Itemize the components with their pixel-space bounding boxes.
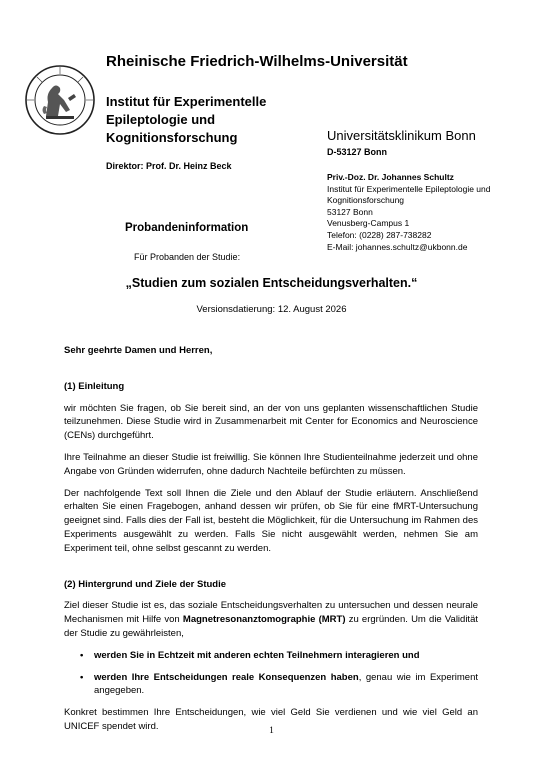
paragraph: Konkret bestimmen Ihre Entscheidungen, wie viel Geld Sie verdienen und wie viel Geld an UNICEF spendet wird. bbox=[64, 707, 478, 732]
section-heading-hintergrund: (2) Hintergrund und Ziele der Studie bbox=[64, 578, 227, 590]
contact-line: Venusberg-Campus 1 bbox=[327, 218, 410, 229]
paragraph bbox=[64, 599, 478, 640]
postal-code: D-53127 Bonn bbox=[327, 147, 388, 157]
contact-name: Priv.-Doz. Dr. Johannes Schultz bbox=[327, 172, 454, 182]
version-date: Versionsdatierung: 12. August 2026 bbox=[196, 304, 347, 315]
paragraph-text: zu ergründen. Um die Validität der Studie zu gewährleisten, bbox=[64, 614, 478, 639]
institute-line: Institut für Experimentelle bbox=[106, 94, 267, 109]
study-title: „Studien zum sozialen Entscheidungsverhalten.“ bbox=[125, 276, 418, 290]
page-number: 1 bbox=[269, 726, 274, 736]
contact-line: Kognitionsforschung bbox=[327, 195, 405, 206]
bullet-icon: • bbox=[80, 649, 84, 661]
bullet-icon: • bbox=[80, 671, 84, 683]
bullet-bold-text: werden Ihre Entscheidungen reale Konsequenzen haben bbox=[94, 671, 359, 683]
section-heading-einleitung: (1) Einleitung bbox=[64, 380, 125, 392]
document-body bbox=[64, 344, 478, 734]
list-item bbox=[64, 671, 478, 699]
paragraph: Der nachfolgende Text soll Ihnen die Ziele und den Ablauf der Studie erläutern. Anschließend erhalten Sie einen Fragebogen, anhand dessen wir prüfen, ob Sie für eine fMRT-Untersuchung geeignet sind. Falls dies der Fall ist, besteht die Möglichkeit, für die Untersuchung im Rahmen des Experiments ausgewählt zu werden. Falls Sie nicht ausgewählt werden, nehmen Sie am Experiment teil, ohne selbst gescannt zu werden. bbox=[64, 487, 478, 554]
bullet-rest-text: , genau wie im Experiment angegeben. bbox=[94, 671, 478, 697]
institute-name bbox=[106, 93, 266, 147]
paragraph-text: Ziel dieser Studie ist es, das soziale Entscheidungsverhalten zu untersuchen und dessen neurale Mechanismen mit Hilfe von bbox=[64, 600, 478, 626]
paragraph: wir möchten Sie fragen, ob Sie bereit sind, an der von uns geplanten wissenschaftlichen Studie teilzunehmen. Diese Studie wird in Zusammenarbeit mit Center for Economics and Neuroscience (CENs) durchgeführt. bbox=[64, 402, 478, 442]
institute-line: Epileptologie und bbox=[106, 112, 216, 127]
bullet-text: werden Sie in Echtzeit mit anderen echten Teilnehmern interagieren und bbox=[94, 649, 420, 661]
director-line: Direktor: Prof. Dr. Heinz Beck bbox=[106, 161, 232, 171]
salutation: Sehr geehrte Damen und Herren, bbox=[64, 345, 213, 356]
contact-block bbox=[327, 172, 490, 253]
bullet-text bbox=[94, 671, 478, 699]
mrt-term: Magnetresonanztomographie (MRT) bbox=[182, 614, 346, 626]
contact-email: E-Mail: johannes.schultz@ukbonn.de bbox=[327, 241, 468, 252]
university-seal-logo bbox=[24, 64, 96, 136]
paragraph: Ihre Teilnahme an dieser Studie ist freiwillig. Sie können Ihre Studienteilnahme jederzeit und ohne Angabe von Gründen widerrufen, ohne dadurch Nachteile befürchten zu müssen. bbox=[64, 451, 478, 477]
list-item bbox=[64, 649, 478, 663]
document-title: Probandeninformation bbox=[125, 222, 249, 234]
contact-phone: Telefon: (0228) 287-738282 bbox=[327, 229, 432, 240]
contact-line: Institut für Experimentelle Epileptologie und bbox=[327, 183, 491, 194]
hospital-name: Universitätsklinikum Bonn bbox=[327, 128, 476, 143]
contact-line: 53127 Bonn bbox=[327, 206, 373, 217]
university-name: Rheinische Friedrich-Wilhelms-Universität bbox=[106, 53, 408, 70]
institute-line: Kognitionsforschung bbox=[106, 130, 238, 145]
study-intro-label: Für Probanden der Studie: bbox=[134, 252, 241, 262]
